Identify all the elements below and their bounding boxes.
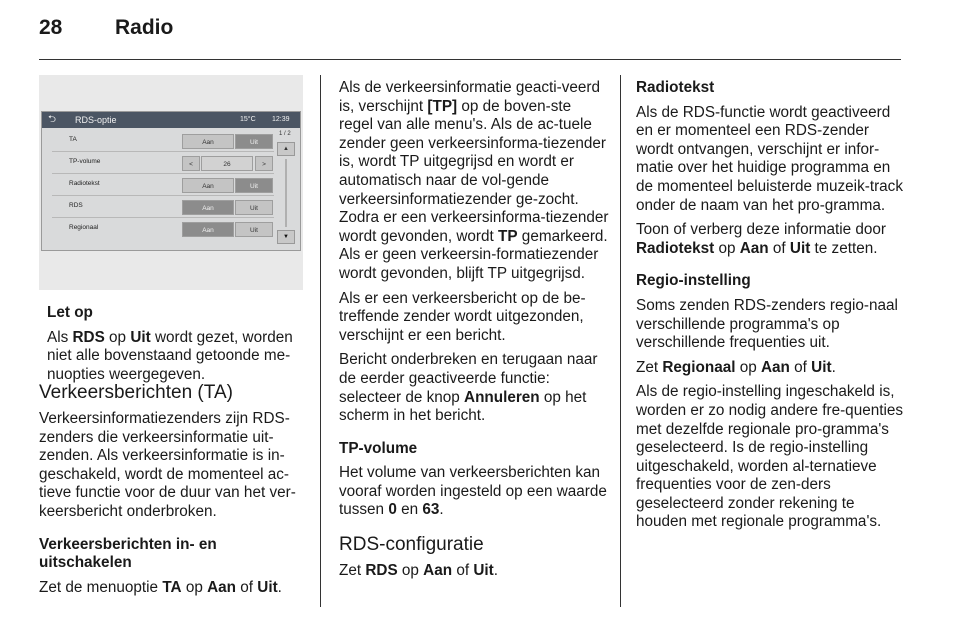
- rds-config-heading: RDS-configuratie: [339, 534, 484, 556]
- infotainment-screen: [41, 111, 301, 251]
- column-1-main: [39, 382, 311, 603]
- option-row-tp-volume: [52, 154, 274, 173]
- ta-aan-button[interactable]: Aan: [182, 134, 234, 149]
- volume-decrease-button[interactable]: <: [182, 156, 200, 171]
- row-divider: [52, 217, 274, 218]
- regio-detail-paragraph: Als de regio-instelling ingeschakeld is, worden er zo nodig andere fre-quenties met dezelfde regionale pro-gramma's geselecteerd. Is de regio-instelling uitgeschakeld, worden al-ternatieve frequenties voor de zen-ders geselecteerd zonder rekening te houden met regionale programma's.: [636, 383, 904, 531]
- radiotekst-aan-button[interactable]: Aan: [182, 178, 234, 193]
- rds-uit-button[interactable]: Uit: [235, 200, 273, 215]
- radiotekst-heading: Radiotekst: [636, 79, 715, 96]
- option-label: TP-volume: [69, 158, 101, 165]
- scroll-down-button[interactable]: ▼: [277, 230, 295, 244]
- row-divider: [52, 195, 274, 196]
- message-paragraph: Als er een verkeersbericht op de be-treffende zender wordt uitgezonden, verschijnt er een bericht.: [339, 289, 586, 344]
- row-divider: [52, 173, 274, 174]
- temperature-readout: 15°C: [240, 116, 256, 123]
- back-arrow-icon: ⮌: [48, 114, 57, 125]
- radiotekst-paragraph: Als de RDS-functie wordt geactiveerd en er momenteel een RDS-zender wordt ontvangen, verschijnt er infor-matie over het huidige programma en de momenteel beluisterde muzeik-track onder de naam van het pro-gramma.: [636, 103, 903, 214]
- column-3: [636, 79, 906, 538]
- option-label: Regionaal: [69, 224, 99, 231]
- cancel-paragraph: Bericht onderbreken en terugaan naar de eerder geactiveerde functie: selecteer de knop Annuleren op het scherm in het bericht.: [339, 351, 598, 425]
- page-indicator: 1 / 2: [279, 131, 291, 137]
- ta-heading: Verkeersberichten (TA): [39, 382, 233, 403]
- option-label: TA: [69, 136, 77, 143]
- column-divider-2: [620, 75, 621, 607]
- clock-readout: 12:39: [272, 116, 290, 123]
- option-label: Radiotekst: [69, 180, 100, 187]
- header-rule: [39, 59, 901, 60]
- tp-paragraph: Als de verkeersinformatie geacti-veerd is, verschijnt [TP] op de boven-ste regel van alle menu's. Als de ac-tuele zender geen verkeersinforma-tiezender is, wordt TP uitgegrijsd en wordt er automatisch naar de vol-gende verkeersinformatiezender ge-zocht. Zodra er een verkeersinforma-tiezender wordt gevonden, wordt TP gemarkeerd. Als er geen verkeersin-formatiezender wordt gevonden, blijft TP uitgegrijsd.: [339, 79, 609, 282]
- volume-value: 26: [201, 156, 253, 171]
- scroll-up-button[interactable]: ▲: [277, 142, 295, 156]
- screen-title-bar: [42, 112, 300, 128]
- volume-increase-button[interactable]: >: [255, 156, 273, 171]
- page-title: Radio: [115, 16, 174, 39]
- page-number: 28: [39, 16, 63, 39]
- tp-volume-paragraph: Het volume van verkeersberichten kan vooraf worden ingesteld op een waarde tussen 0 en 63.: [339, 464, 607, 519]
- switch-heading: Verkeersberichten in- en uitschakelen: [39, 535, 217, 572]
- radiotekst-toggle-paragraph: Toon of verberg deze informatie door Radiotekst op Aan of Uit te zetten.: [636, 221, 886, 257]
- switch-paragraph: Zet de menuoptie TA op Aan of Uit.: [39, 578, 282, 596]
- rds-config-paragraph: Zet RDS op Aan of Uit.: [339, 562, 498, 580]
- note-text: Als RDS op Uit wordt gezet, worden niet alle bovenstaand getoonde me-nuopties weergegeven.: [47, 328, 293, 383]
- ta-paragraph: Verkeersinformatiezenders zijn RDS-zenders die verkeersinformatie uit-zenden. Als verkeersinformatie is in-geschakeld, wordt de momenteel ac-tieve functie voor de duur van het ver-keersbericht onderbroken.: [39, 410, 296, 520]
- option-label: RDS: [69, 202, 83, 209]
- option-row-rds: [52, 198, 274, 217]
- column-divider-1: [320, 75, 321, 607]
- ta-uit-button[interactable]: Uit: [235, 134, 273, 149]
- option-row-radiotekst: [52, 176, 274, 195]
- regionaal-uit-button[interactable]: Uit: [235, 222, 273, 237]
- regio-toggle-paragraph: Zet Regionaal op Aan of Uit.: [636, 358, 836, 376]
- row-divider: [52, 151, 274, 152]
- rds-aan-button[interactable]: Aan: [182, 200, 234, 215]
- note-title: Let op: [47, 304, 93, 321]
- screen-title: RDS-optie: [75, 115, 117, 125]
- regio-paragraph: Soms zenden RDS-zenders regio-naal verschillende programma's op verschillende frequenties uit.: [636, 296, 898, 352]
- option-row-ta: [52, 132, 274, 151]
- radiotekst-uit-button[interactable]: Uit: [235, 178, 273, 193]
- regio-heading: Regio-instelling: [636, 272, 751, 290]
- option-row-regionaal: [52, 220, 274, 239]
- tp-volume-heading: TP-volume: [339, 439, 418, 457]
- scrollbar-track[interactable]: [285, 159, 287, 227]
- regionaal-aan-button[interactable]: Aan: [182, 222, 234, 237]
- column-2: [339, 79, 609, 587]
- rds-options-screenshot: [39, 75, 303, 290]
